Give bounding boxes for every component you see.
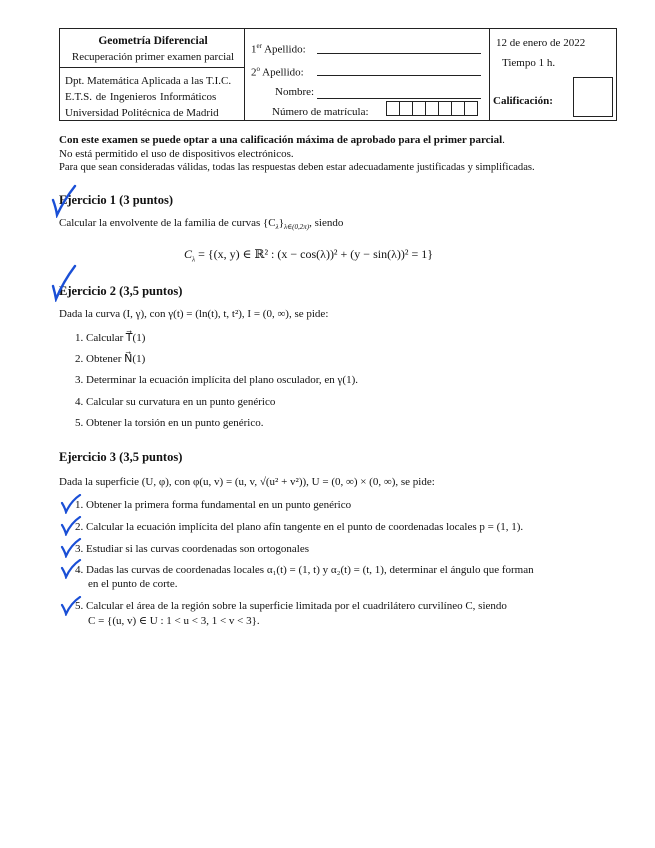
ex3-item-4: 4. Dadas las curvas de coordenadas locales α₁(t) = (1, t) y α₂(t) = (t, 1), determinar el ángulo que forman bbox=[75, 564, 534, 576]
matricula-digit-box[interactable] bbox=[464, 101, 478, 116]
ex2-item-3: 3. Determinar la ecuación implícita del plano osculador, en γ(1). bbox=[75, 374, 358, 386]
ex3-item-1: 1. Obtener la primera forma fundamental en un punto genérico bbox=[75, 499, 352, 511]
intro-bold-line: Con este examen se puede optar a una calificación máxima de aprobado para el primer parcial. bbox=[59, 134, 505, 146]
ex3-item-2: 2. Calcular la ecuación implícita del plano afín tangente en el punto de coordenadas locales p = (1, 1). bbox=[75, 521, 524, 533]
ex3-item-3: 3. Estudiar si las curvas coordenadas son ortogonales bbox=[75, 543, 309, 555]
ex3-item-5-cont: C = {(u, v) ∈ U : 1 < u < 3, 1 < v < 3}. bbox=[88, 615, 260, 627]
matricula-digit-box[interactable] bbox=[412, 101, 426, 116]
ex2-item-1: 1. Calcular T⃗(1) bbox=[75, 332, 146, 344]
school: E.T.S. de Ingenieros Informáticos bbox=[65, 91, 217, 103]
ex2-check-mark-icon bbox=[50, 264, 78, 302]
ex3-title: Ejercicio 3 (3,5 puntos) bbox=[59, 450, 183, 464]
university: Universidad Politécnica de Madrid bbox=[65, 107, 219, 119]
grade-cell bbox=[489, 28, 617, 121]
ex1-check-mark-icon bbox=[50, 184, 78, 218]
ex1-formula: $C_\lambda = \{(x$, y) ∈ ℝ² : (x − cos(λ))² + (y − sin(λ))² = 1} bbox=[184, 247, 433, 264]
ex2-statement: Dada la curva (I, γ), con γ(t) = (ln(t), t, t²), I = (0, ∞), se pide: bbox=[59, 308, 329, 320]
ex1-statement: Calcular la envolvente de la familia de curvas $\{C_\lambda\}_{\lambda\in(0,2\pi)}$, siendo bbox=[59, 217, 344, 232]
student-data-cell bbox=[244, 28, 490, 121]
calificacion-label: Calificación: bbox=[493, 95, 553, 107]
exam-date: 12 de enero de 2022 bbox=[496, 37, 586, 49]
ex3-item3-check-icon bbox=[60, 538, 82, 558]
ex2-item-5: 5. Obtener la torsión en un punto genérico. bbox=[75, 417, 264, 429]
matricula-digit-box[interactable] bbox=[386, 101, 400, 116]
ex3-statement: Dada la superficie (U, φ), con φ(u, v) = (u, v, √(u² + v²)), U = (0, ∞) × (0, ∞), se pide: bbox=[59, 476, 435, 488]
matricula-digit-box[interactable] bbox=[451, 101, 465, 116]
exam-header bbox=[59, 28, 617, 121]
ex2-item-4: 4. Calcular su curvatura en un punto genérico bbox=[75, 396, 276, 408]
institution-cell bbox=[59, 67, 245, 121]
matricula-digit-box[interactable] bbox=[438, 101, 452, 116]
ex3-item2-check-icon bbox=[60, 516, 82, 536]
matricula-label: Número de matrícula: bbox=[272, 106, 369, 118]
grade-box bbox=[573, 77, 613, 117]
matricula-digit-box[interactable] bbox=[399, 101, 413, 116]
department: Dpt. Matemática Aplicada a las T.I.C. bbox=[65, 75, 232, 87]
apellido2-label: 2$^o$ Apellido: bbox=[251, 65, 304, 79]
nombre-field[interactable] bbox=[317, 98, 481, 99]
intro-no-devices: No está permitido el uso de dispositivos electrónicos. bbox=[59, 148, 294, 160]
apellido1-label: 1er Apellido: bbox=[251, 42, 306, 56]
intro-justify: Para que sean consideradas válidas, todas las respuestas deben estar adecuadamente justificadas y simplificadas. bbox=[59, 162, 535, 173]
ex1-title: Ejercicio 1 (3 puntos) bbox=[59, 193, 173, 207]
apellido1-field[interactable] bbox=[317, 53, 481, 54]
ex3-item4-check-icon bbox=[60, 559, 82, 579]
course-title: Geometría Diferencial bbox=[98, 35, 208, 47]
ex2-item-2: 2. Obtener N⃗(1) bbox=[75, 353, 146, 365]
ex3-item1-check-icon bbox=[60, 494, 82, 514]
ex2-title: Ejercicio 2 (3,5 puntos) bbox=[59, 284, 183, 298]
matricula-digit-box[interactable] bbox=[425, 101, 439, 116]
ex3-item5-check-icon bbox=[60, 596, 82, 616]
course-cell bbox=[59, 28, 245, 68]
exam-duration: Tiempo 1 h. bbox=[502, 57, 556, 69]
ex3-item-5: 5. Calcular el área de la región sobre la superficie limitada por el cuadrilátero curvilíneo C, siendo bbox=[75, 600, 507, 612]
exam-type: Recuperación primer examen parcial bbox=[71, 51, 235, 63]
apellido2-field[interactable] bbox=[317, 75, 481, 76]
ex3-item-4-cont: en el punto de corte. bbox=[88, 578, 178, 590]
nombre-label: Nombre: bbox=[275, 86, 315, 98]
